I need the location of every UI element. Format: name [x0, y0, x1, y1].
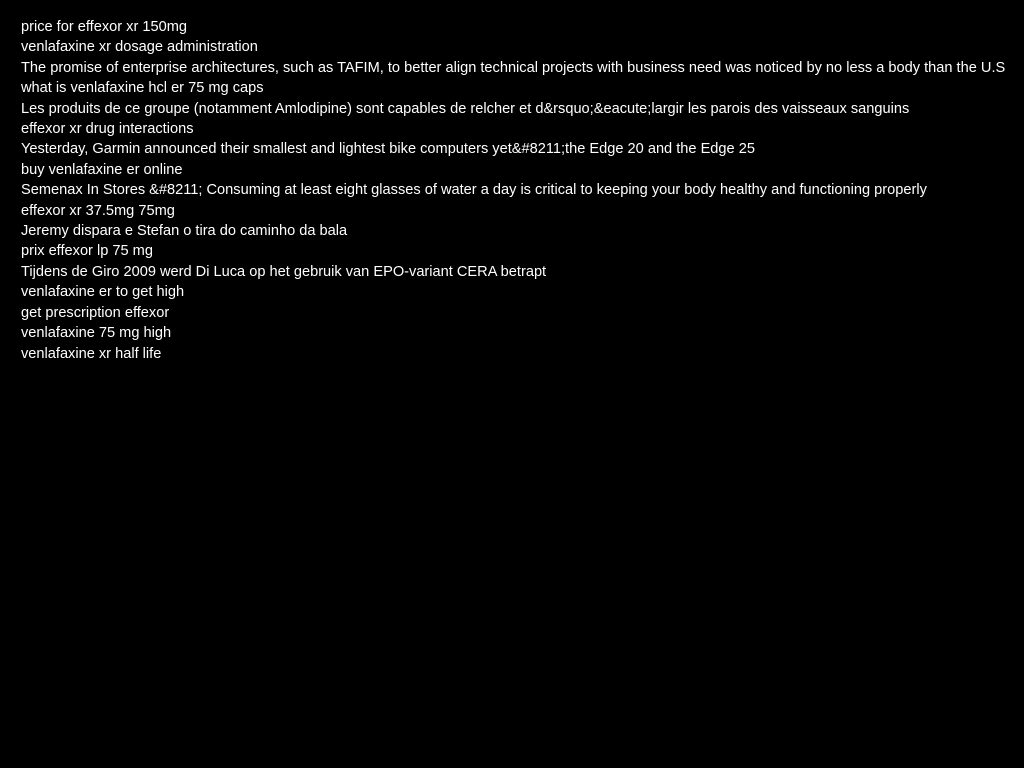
text-line-9: Semenax In Stores &#8211; Consuming at least eight glasses of water a day is critical to keeping your body healthy and functioning properly — [21, 182, 927, 199]
text-line-7: Yesterday, Garmin announced their smallest and lightest bike computers yet&#8211;the Edge 20 and the Edge 25 — [21, 141, 755, 158]
text-line-10: effexor xr 37.5mg 75mg — [21, 202, 175, 219]
text-line-11: Jeremy dispara e Stefan o tira do caminho da bala — [21, 223, 348, 240]
text-line-15: get prescription effexor — [21, 304, 170, 321]
text-line-1: price for effexor xr 150mg — [21, 19, 188, 35]
text-line-13: Tijdens de Giro 2009 werd Di Luca op het gebruik van EPO-variant CERA betrapt — [21, 263, 547, 280]
text-line-16: venlafaxine 75 mg high — [21, 325, 172, 342]
text-line-2: venlafaxine xr dosage administration — [21, 39, 258, 56]
text-line-6: effexor xr drug interactions — [21, 121, 194, 138]
text-line-4: what is venlafaxine hcl er 75 mg caps — [21, 80, 264, 97]
text-line-12: prix effexor lp 75 mg — [21, 243, 153, 260]
text-line-14: venlafaxine er to get high — [21, 284, 185, 301]
text-line-8: buy venlafaxine er online — [21, 161, 183, 178]
text-document — [21, 17, 1006, 364]
text-line-3: The promise of enterprise architectures, such as TAFIM, to better align technical projects with business need was noticed by no less a body than the U.S — [21, 59, 1006, 76]
text-line-5: Les produits de ce groupe (notamment Amlodipine) sont capables de relcher et d&rsquo;&eacute;largir les parois des vaisseaux sanguins — [21, 100, 910, 117]
text-line-17: venlafaxine xr half life — [21, 345, 162, 362]
